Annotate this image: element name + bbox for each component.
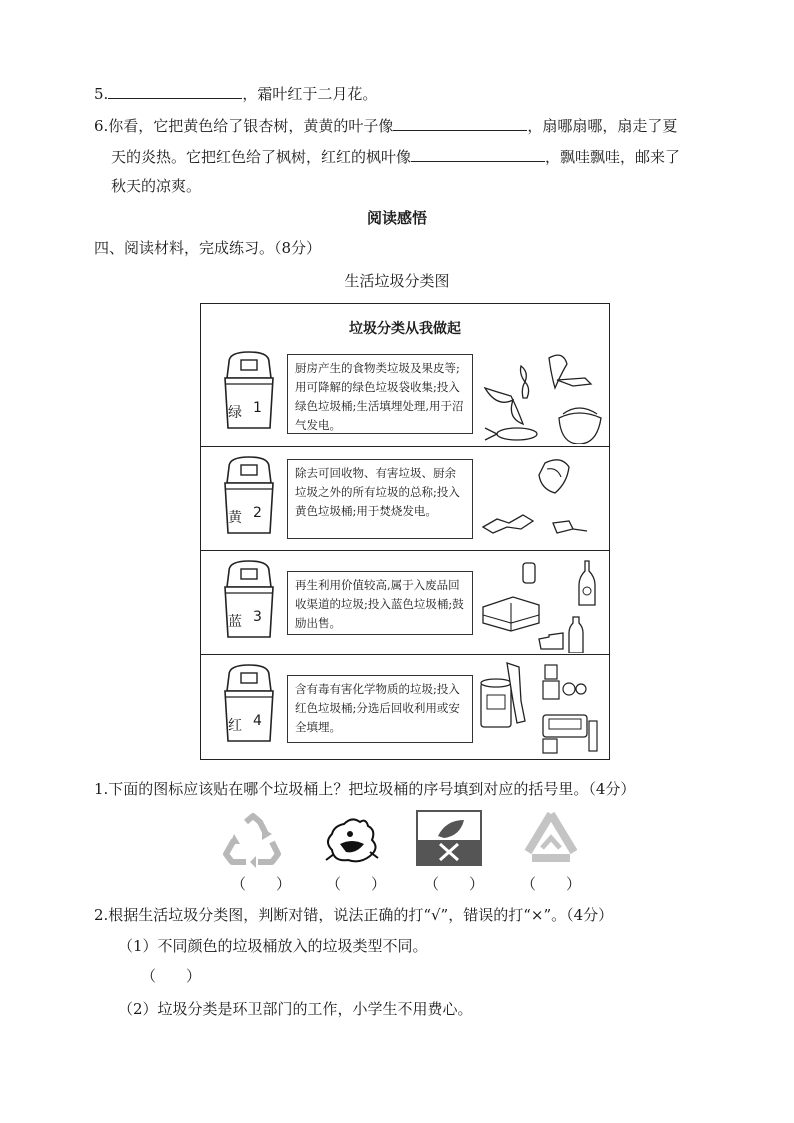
question-5: 5. ，霜叶红于二月花。 [94, 82, 377, 104]
question-2: 2.根据生活垃圾分类图，判断对错，说法正确的打“√”，错误的打“×”。（4分） [94, 906, 614, 924]
answer-paren-2-1[interactable]: （ ） [141, 967, 202, 985]
recycle-triangle-icon [520, 808, 582, 868]
other-waste-icon [416, 810, 482, 866]
bin-color-label: 蓝 [228, 614, 242, 630]
bin-number: 4 [253, 713, 262, 729]
question-2-1: （1）不同颜色的垃圾桶放入的垃圾类型不同。 [118, 937, 428, 955]
bin-number: 3 [253, 609, 262, 625]
question-6-line-1: 6.你看，它把黄色给了银杏树，黄黄的叶子像 ，扇哪扇哪，扇走了夏 [94, 114, 677, 136]
bin-description: 再生利用价值较高,属于入废品回收渠道的垃圾;投入蓝色垃圾桶;鼓励出售。 [287, 571, 473, 635]
question-1: 1.下面的图标应该贴在哪个垃圾桶上？把垃圾桶的序号填到对应的括号里。（4分） [94, 780, 636, 798]
answer-paren-4[interactable]: （ ） [521, 875, 582, 893]
chart-title: 垃圾分类从我做起 [349, 321, 461, 337]
food-waste-icon [320, 814, 386, 868]
food-waste-icon [477, 348, 607, 444]
bin-color-label: 绿 [228, 405, 242, 421]
part-4-heading: 四、阅读材料，完成练习。（8分） [94, 239, 322, 257]
bin-description: 除去可回收物、有害垃圾、厨余垃圾之外的所有垃圾的总称;投入黄色垃圾桶;用于焚烧发电。 [287, 459, 473, 539]
recyclable-waste-icon [477, 557, 607, 653]
answer-paren-2[interactable]: （ ） [326, 875, 387, 893]
answer-blank-6a[interactable] [393, 114, 527, 131]
question-2-2: （2）垃圾分类是环卫部门的工作，小学生不用费心。 [118, 1000, 473, 1018]
question-6-line-2: 天的炎热。它把红色给了枫树，红红的枫叶像 ，飘哇飘哇，邮来了 [111, 145, 680, 167]
question-6-line-3: 秋天的凉爽。 [111, 177, 202, 195]
bin-description: 含有毒有害化学物质的垃圾;投入红色垃圾桶;分选后回收利用或安全填埋。 [287, 675, 473, 743]
bin-number: 1 [253, 400, 262, 416]
answer-paren-3[interactable]: （ ） [424, 875, 485, 893]
garbage-sorting-chart [200, 303, 610, 760]
bin-number: 2 [253, 505, 262, 521]
answer-blank-5[interactable] [108, 82, 242, 99]
chart-row-2 [201, 446, 609, 550]
bin-color-label: 黄 [228, 510, 242, 526]
bin-description: 厨房产生的食物类垃圾及果皮等;用可降解的绿色垃圾袋收集;投入绿色垃圾桶;生活填埋处理,用于沼气发电。 [287, 354, 473, 434]
chart-caption: 生活垃圾分类图 [344, 272, 450, 290]
hazardous-waste-icon [477, 659, 607, 757]
chart-row-1 [201, 342, 609, 446]
chart-row-3 [201, 550, 609, 654]
answer-blank-6b[interactable] [411, 145, 545, 162]
answer-paren-1[interactable]: （ ） [231, 875, 292, 893]
bin-color-label: 红 [228, 718, 242, 734]
recycle-icon [222, 812, 284, 868]
sorting-icon-row [0, 808, 794, 870]
chart-row-4 [201, 654, 609, 759]
section-title: 阅读感悟 [366, 209, 427, 227]
other-waste-icon [477, 453, 607, 549]
